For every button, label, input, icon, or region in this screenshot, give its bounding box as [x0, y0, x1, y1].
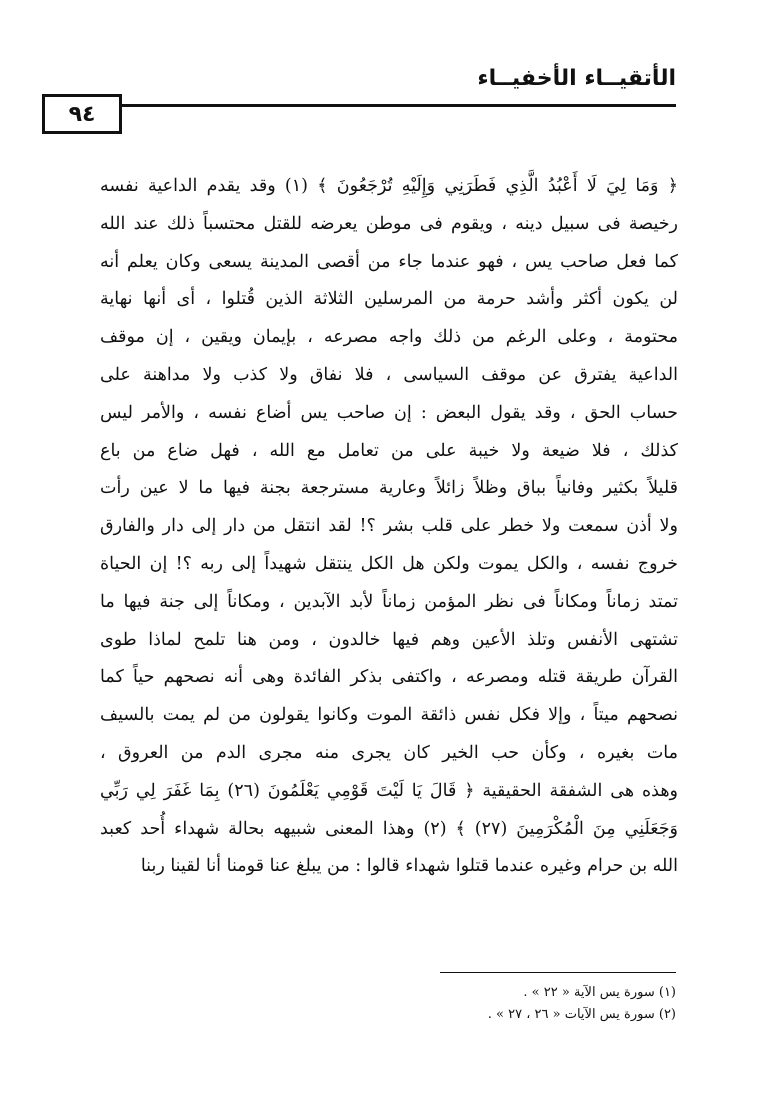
body-line: الداعية يفترق عن موقف السياسى ، فلا نفاق ولا كذب ولا مداهنة على [100, 364, 678, 385]
footnote-rule [440, 972, 676, 973]
footnote: (٢) سورة يس الآيات « ٢٦ ، ٢٧ » . [487, 1007, 676, 1022]
page-number: ٩٤ [42, 94, 122, 134]
body-line: كذلك ، فلا ضيعة ولا خيبة على من تعامل مع الله ، فهل ضاع من باع [100, 440, 678, 461]
body-line: تمتد زماناً ومكاناً فى نظر المؤمن زماناً لأبد الآبدين ، ومكاناً إلى جنة فيها ما [100, 591, 678, 612]
body-line: ﴿ وَمَا لِيَ لَا أَعْبُدُ الَّذِي فَطَرَنِي وَإِلَيْهِ تُرْجَعُونَ ﴾ (١) وقد يقدم الداعية نفسه [100, 176, 678, 196]
footnotes [300, 982, 676, 1026]
body-line: قليلاً بكثير وفانياً بباق وظلاً زائلاً وعارية مسترجعة بجنة فيها ما لا عين رأت [100, 478, 678, 499]
body-line: وهذه هى الشفقة الحقيقية ﴿ قَالَ يَا لَيْتَ قَوْمِي يَعْلَمُونَ (٢٦) بِمَا غَفَرَ لِي رَبِّي [100, 780, 678, 801]
header-rule [42, 104, 676, 107]
body-text [100, 168, 678, 886]
body-line: رخيصة فى سبيل دينه ، ويقوم فى موطن يعرضه للقتل محتسباً ذلك عند الله [100, 213, 678, 234]
body-line: القرآن طريقة قتله ومصرعه ، واكتفى بذكر الفائدة وهى أنه نصحهم حياً كما [100, 667, 678, 688]
body-line: تشتهى الأنفس وتلذ الأعين وهم فيها خالدون ، ومن هنا تلمح لماذا طوى [100, 629, 678, 650]
footnote: (١) سورة يس الآية « ٢٢ » . [523, 985, 676, 1000]
body-line: الله بن حرام وغيره عندما قتلوا شهداء قالوا : من يبلغ عنا قومنا أنا لقينا ربنا [140, 856, 678, 877]
body-line: ولا أذن سمعت ولا خطر على قلب بشر ؟! لقد انتقل من دار إلى دار والفارق [100, 516, 678, 537]
body-line: وَجَعَلَنِي مِنَ الْمُكْرَمِينَ (٢٧) ﴾ (٢) وهذا المعنى شبيهه بحالة شهداء أُحد كعبد [100, 818, 678, 839]
page-header [42, 66, 676, 146]
body-line: خروج نفسه ، والكل يموت ولكن هل الكل ينتقل شهيداً إلى ربه ؟! إن الحياة [100, 553, 678, 574]
body-line: لن يكون أكثر وأشد حرمة من المرسلين الثلاثة الذين قُتلوا ، أى أنها نهاية [100, 289, 678, 310]
body-line: محتومة ، وعلى الرغم من ذلك واجه مصرعه ، بإيمان ويقين ، إن موقف [100, 327, 678, 348]
body-line: حساب الحق ، وقد يقول البعض : إن صاحب يس أضاع نفسه ، والأمر ليس [100, 402, 678, 423]
body-line: نصحهم ميتاً ، وإلا فكل نفس ذائقة الموت وكانوا يقولون من لم يمت بالسيف [100, 705, 678, 726]
body-line: مات بغيره ، وكأن حب الخير كان يجرى منه مجرى الدم من العروق ، [100, 742, 678, 763]
body-line: كما فعل صاحب يس ، فهو عندما جاء من أقصى المدينة يسعى وكان يعلم أنه [100, 251, 678, 272]
running-title: الأتقيــاء الأخفيــاء [477, 66, 676, 91]
